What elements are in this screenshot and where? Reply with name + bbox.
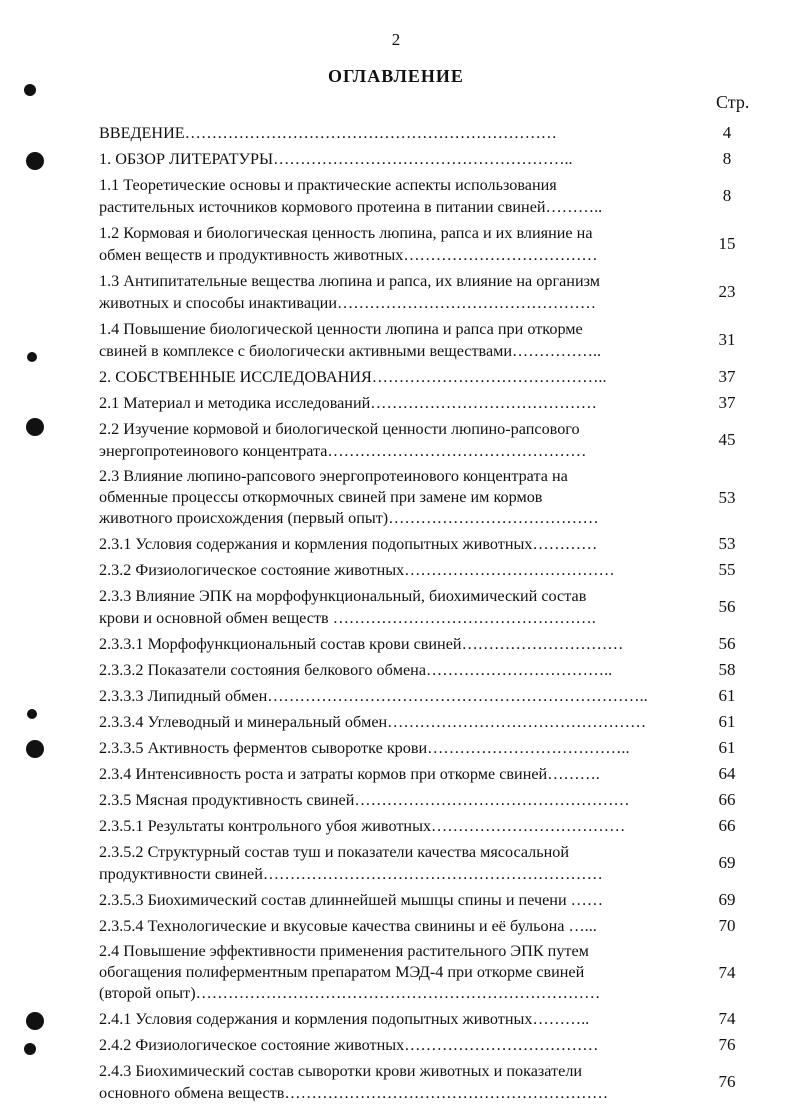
toc-entry (99, 915, 755, 937)
toc-entry-page: 8 (722, 186, 732, 205)
toc-entry-page: 61 (718, 712, 736, 731)
toc-entry (99, 533, 755, 555)
punch-hole-mark (26, 418, 44, 436)
toc-entry-page: 61 (718, 686, 736, 705)
toc-entry (99, 841, 755, 885)
toc-entry-title: 2.3.3 Влияние ЭПК на морфофункциональный, биохимический состав крови и основной обмен веществ …………………………………………. (99, 587, 596, 627)
toc-entry (99, 222, 755, 266)
toc-entry-title: 2.3.5.4 Технологические и вкусовые качества свинины и её бульона …... (99, 917, 597, 935)
toc-entry-page: 70 (718, 916, 736, 935)
toc-entry-page: 15 (718, 234, 736, 253)
toc-entry-title: 2.3.1 Условия содержания и кормления подопытных животных………… (99, 535, 598, 553)
toc-entry-page: 56 (718, 634, 736, 653)
toc-entry (99, 1060, 755, 1104)
toc-entry-page: 23 (718, 282, 736, 301)
toc-entry (99, 815, 755, 837)
toc-entry-page: 37 (718, 393, 736, 412)
toc-entry-title: 2.3.3.4 Углеводный и минеральный обмен………………………………………… (99, 713, 647, 731)
toc-entry (99, 148, 755, 170)
toc-entry-title: 1. ОБЗОР ЛИТЕРАТУРЫ……………………………………………….. (99, 150, 573, 168)
toc-entry-page: 37 (718, 367, 736, 386)
toc-entry-page: 45 (718, 430, 736, 449)
page-column-label: Стр. (716, 92, 750, 112)
toc-entry (99, 889, 755, 911)
punch-hole-mark (26, 740, 44, 758)
punch-hole-mark (26, 152, 44, 170)
punch-hole-mark (24, 1043, 36, 1055)
toc-entry (99, 270, 755, 314)
toc-entry (99, 1008, 755, 1030)
toc-entry (99, 941, 755, 1004)
toc-entry (99, 559, 755, 581)
punch-hole-mark (24, 84, 36, 96)
toc-entry (99, 659, 755, 681)
toc-entry-page: 74 (718, 1009, 736, 1028)
toc-entry-title: ВВЕДЕНИЕ…………………………………………………………… (99, 124, 557, 142)
toc-entry-title: 1.3 Антипитательные вещества люпина и рапса, их влияние на организм животных и способы инактивации………………………………………… (99, 272, 601, 312)
punch-hole-mark (26, 1012, 44, 1030)
punch-hole-mark (27, 352, 37, 362)
toc-entry-page: 31 (718, 330, 736, 349)
toc-entry-title: 2.3.4 Интенсивность роста и затраты кормов при откорме свиней………. (99, 765, 600, 783)
toc-entry (99, 466, 755, 529)
toc-entry-page: 64 (718, 764, 736, 783)
toc-entry-title: 1.4 Повышение биологической ценности люпина и рапса при откорме свиней в комплексе с биологически активными веществами…………….. (99, 320, 602, 360)
toc-entry-page: 58 (718, 660, 736, 679)
toc-entry (99, 366, 755, 388)
toc-entry-page: 74 (718, 962, 736, 982)
toc-entry-title: 2.3.3.3 Липидный обмен…………………………………………………………….. (99, 687, 648, 705)
toc-entry (99, 1034, 755, 1056)
toc-entry-page: 8 (722, 149, 732, 168)
toc-entry-page: 53 (718, 487, 736, 507)
page-title: ОГЛАВЛЕНИЕ (328, 66, 464, 86)
toc-entry-title: 2. СОБСТВЕННЫЕ ИССЛЕДОВАНИЯ…………………………………….. (99, 368, 607, 386)
toc-entry (99, 585, 755, 629)
toc-entry-title: 2.3.3.5 Активность ферментов сыворотке крови……………………………….. (99, 739, 630, 757)
toc-entry-title: 2.4.1 Условия содержания и кормления подопытных животных……….. (99, 1010, 590, 1028)
toc-entry (99, 392, 755, 414)
toc-entry-title: 2.4.3 Биохимический состав сыворотки крови животных и показатели основного обмена веществ…………………………………………………… (99, 1062, 609, 1102)
punch-hole-mark (27, 709, 37, 719)
toc-entry-title: 2.3.5.2 Структурный состав туш и показатели качества мясосальной продуктивности свиней……………………………………………………… (99, 843, 603, 883)
toc-entry-title: 2.1 Материал и методика исследований…………………………………… (99, 394, 597, 412)
toc-entry-title: 1.2 Кормовая и биологическая ценность люпина, рапса и их влияние на обмен веществ и продуктивность животных……………………………… (99, 224, 598, 264)
toc-entry-page: 53 (718, 534, 736, 553)
toc-entry (99, 633, 755, 655)
toc-entry-title: 2.3.5.1 Результаты контрольного убоя животных……………………………… (99, 817, 626, 835)
toc-entry-title: 1.1 Теоретические основы и практические аспекты использования растительных источников кормового протеина в питании свиней……….. (99, 176, 603, 216)
toc-entry (99, 122, 755, 144)
toc-entry-title: 2.4.2 Физиологическое состояние животных……………………………… (99, 1036, 599, 1054)
toc-entry-title: 2.3.5 Мясная продуктивность свиней…………………………………………… (99, 791, 630, 809)
toc-entry-page: 55 (718, 560, 736, 579)
toc-entry (99, 418, 755, 462)
table-of-contents (99, 122, 755, 1108)
toc-entry-page: 4 (722, 123, 732, 142)
toc-entry (99, 789, 755, 811)
page-number: 2 (391, 30, 401, 49)
toc-entry (99, 685, 755, 707)
toc-entry (99, 711, 755, 733)
toc-entry-page: 61 (718, 738, 736, 757)
toc-entry (99, 763, 755, 785)
toc-entry-page: 76 (718, 1035, 736, 1054)
toc-entry-title: 2.2 Изучение кормовой и биологической ценности люпино-рапсового энергопротеинового концентрата………………………………………… (99, 420, 587, 460)
toc-entry-title: 2.3.3.2 Показатели состояния белкового обмена…………………………….. (99, 661, 613, 679)
toc-entry (99, 737, 755, 759)
toc-entry-title: 2.3.2 Физиологическое состояние животных………………………………… (99, 561, 615, 579)
toc-entry-page: 56 (718, 597, 736, 616)
toc-entry-page: 66 (718, 816, 736, 835)
toc-entry-title: 2.3 Влияние люпино-рапсового энергопротеинового концентрата на обменные процессы откормочных свиней при замене им кормов животного происхождения (первый опыт)………………………………… (99, 467, 599, 527)
toc-entry-page: 69 (718, 890, 736, 909)
toc-entry-title: 2.3.5.3 Биохимический состав длиннейшей мышцы спины и печени …… (99, 891, 604, 909)
toc-entry-title: 2.3.3.1 Морфофункциональный состав крови свиней………………………… (99, 635, 624, 653)
toc-entry-page: 66 (718, 790, 736, 809)
toc-entry (99, 174, 755, 218)
toc-entry-page: 69 (718, 853, 736, 872)
toc-entry (99, 318, 755, 362)
toc-entry-page: 76 (718, 1072, 736, 1091)
toc-entry-title: 2.4 Повышение эффективности применения растительного ЭПК путем обогащения полиферментным препаратом МЭД-4 при откорме свиней (второй опыт)………………………………………………………………… (99, 942, 601, 1002)
